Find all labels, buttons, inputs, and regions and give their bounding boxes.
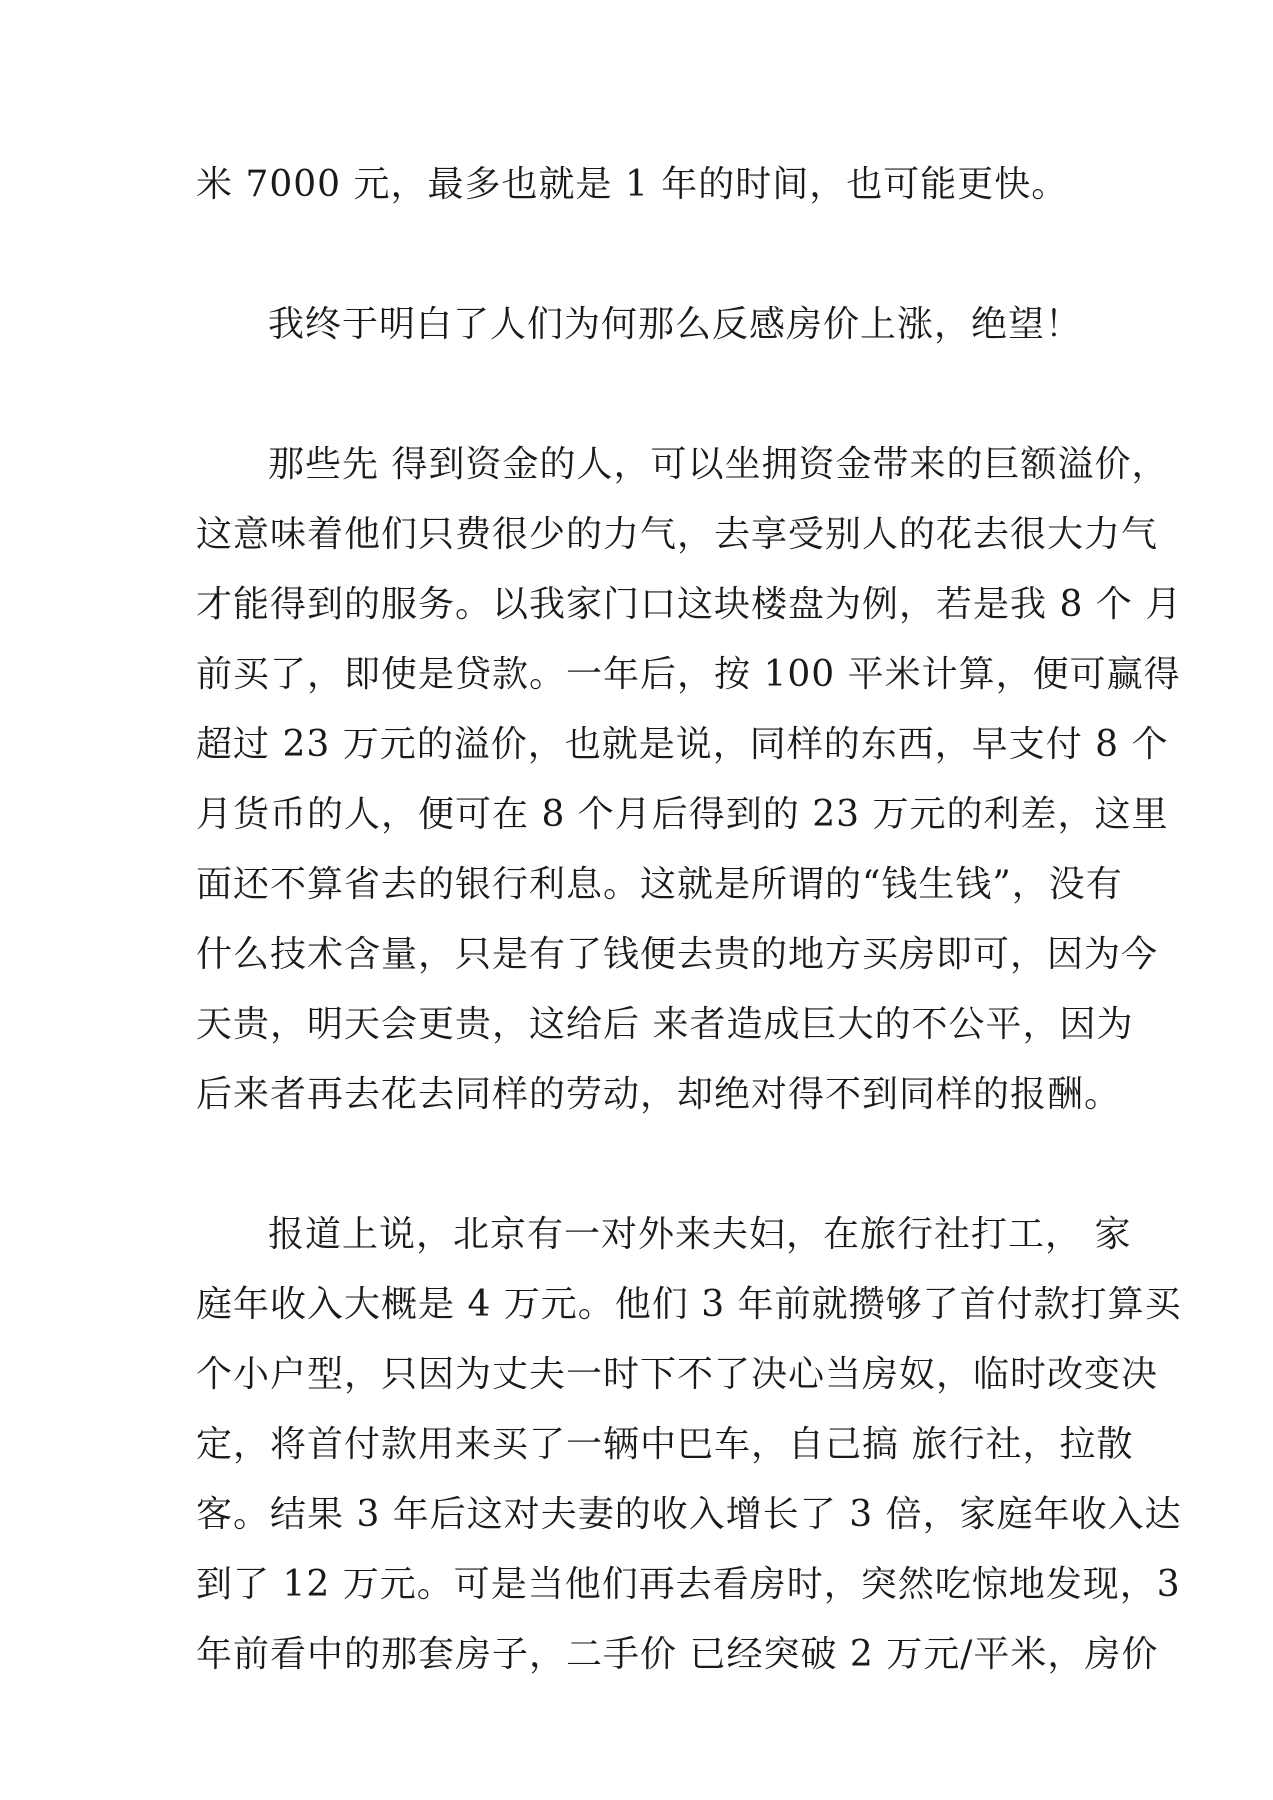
text-line: 月货币的人，便可在 8 个月后得到的 23 万元的利差，这里 xyxy=(196,794,1169,835)
text-line: 客。结果 3 年后这对夫妻的收入增长了 3 倍，家庭年收入达 xyxy=(196,1494,1182,1535)
text-line: 什么技术含量，只是有了钱便去贵的地方买房即可，因为今 xyxy=(196,934,1159,975)
text-line: 年前看中的那套房子，二手价 已经突破 2 万元/平米，房价 xyxy=(196,1634,1159,1675)
text-line: 那些先 得到资金的人，可以坐拥资金带来的巨额溢价， xyxy=(268,444,1169,485)
text-line: 个小户型，只因为丈夫一时下不了决心当房奴，临时改变决 xyxy=(196,1354,1159,1395)
text-line: 后来者再去花去同样的劳动，却绝对得不到同样的报酬。 xyxy=(196,1074,1122,1115)
text-line: 超过 23 万元的溢价，也就是说，同样的东西，早支付 8 个 xyxy=(196,724,1169,765)
text-line: 庭年收入大概是 4 万元。他们 3 年前就攒够了首付款打算买 xyxy=(196,1284,1182,1325)
text-line: 到了 12 万元。可是当他们再去看房时，突然吃惊地发现，3 xyxy=(196,1564,1181,1605)
paragraph-3 xyxy=(196,430,1183,1130)
text-line: 才能得到的服务。以我家门口这块楼盘为例，若是我 8 个 月 xyxy=(196,584,1183,625)
text-line: 面还不算省去的银行利息。这就是所谓的“钱生钱”，没有 xyxy=(196,864,1123,905)
paragraph-4 xyxy=(196,1200,1182,1690)
text-line: 前买了，即使是贷款。一年后，按 100 平米计算，便可赢得 xyxy=(196,654,1181,695)
paragraph-2 xyxy=(268,290,1154,360)
paragraph-1 xyxy=(196,150,1082,220)
text-line: 这意味着他们只费很少的力气，去享受别人的花去很大力气 xyxy=(196,514,1159,555)
text-line: 我终于明白了人们为何那么反感房价上涨，绝望！ xyxy=(268,304,1083,345)
text-line: 米 7000 元，最多也就是 1 年的时间，也可能更快。 xyxy=(196,164,1069,205)
text-line: 报道上说，北京有一对外来夫妇，在旅行社打工， 家 xyxy=(268,1214,1132,1255)
text-line: 定，将首付款用来买了一辆中巴车，自己搞 旅行社，拉散 xyxy=(196,1424,1134,1465)
text-line: 天贵，明天会更贵，这给后 来者造成巨大的不公平，因为 xyxy=(196,1004,1134,1045)
